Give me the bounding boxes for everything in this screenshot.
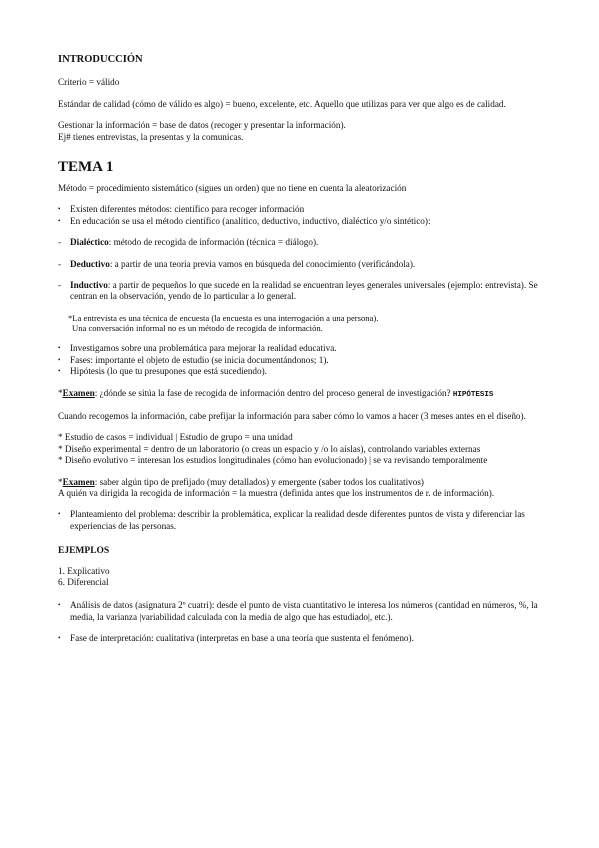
intro-heading: INTRODUCCIÓN <box>58 54 143 65</box>
examen2-text: : saber algún tipo de prefijado (muy detallados) y emergente (saber todos los cualitativos) <box>94 476 424 487</box>
dialectico-item <box>58 237 548 248</box>
list-item: • Existen diferentes métodos: científico para recoger información <box>58 204 548 215</box>
inductivo-term: Inductivo <box>70 280 108 291</box>
list-item: • Planteamiento del problema: describir la problemática, explicar la realidad desde diferentes puntos de vista y diferenciar las experiencias de las personas. <box>58 509 548 532</box>
ejemplo-text: Ej# tienes entrevistas, la presentas y la comunicas. <box>58 131 244 142</box>
document-page <box>58 54 548 655</box>
entrevista-note <box>68 313 548 333</box>
examen-prefix: * <box>58 387 63 398</box>
list-item: • Fase de interpretación: cualitativa (interpretas en base a una teoría que sustenta el fenómeno). <box>58 633 548 644</box>
planteamiento-list <box>58 509 548 532</box>
list-item: • Investigamos sobre una problemática para mejorar la realidad educativa. <box>58 343 548 354</box>
inductivo-item <box>58 280 548 303</box>
metodos-list <box>58 204 548 227</box>
estandar-text: Estándar de calidad (cómo de válido es algo) = bueno, excelente, etc. Aquello que utilizas para ver que algo es de calidad. <box>58 98 506 109</box>
deductivo-item <box>58 259 548 270</box>
examen2-line <box>58 477 548 488</box>
list-item: • Análisis de datos (asignatura 2º cuatri): desde el punto de vista cuantitativo le interesa los números (cantidad en números, %, la media, la varianza |variabilidad calculada con la media de algo que has estudiado|, etc.). <box>58 600 548 623</box>
estudios-block <box>58 432 548 466</box>
examen-text: : ¿dónde se sitúa la fase de recogida de información dentro del proceso general de investigación? <box>94 387 451 398</box>
metodo-text: Método = procedimiento sistemático (sigues un orden) que no tiene en cuenta la aleatorización <box>58 183 407 194</box>
examen-answer: HIPÓTESIS <box>452 390 494 399</box>
list-item: • Hipótesis (lo que tu presupones que está sucediendo). <box>58 366 548 377</box>
note-line: *La entrevista es una técnica de encuesta (la encuesta es una interrogación a una persona). <box>68 312 379 323</box>
deductivo-text: : a partir de una teoría previa vamos en búsqueda del conocimiento (verificándola). <box>109 258 416 269</box>
muestra-text: A quién va dirigida la recogida de información = la muestra (definida antes que los instrumentos de r. de información). <box>58 487 495 498</box>
examen2-prefix: * <box>58 476 63 487</box>
examen2-block <box>58 477 548 500</box>
estudio-line: * Diseño experimental = dentro de un laboratorio (o creas un espacio y /o lo aíslas), controlando variables externas <box>58 443 481 454</box>
list-item: • Fases: importante el objeto de estudio (se inicia documentándonos; 1). <box>58 355 548 366</box>
inductivo-text: : a partir de pequeños lo que sucede en la realidad se encuentran leyes generales universales (ejemplo: entrevista). Se centran en la observación, yendo de lo particular a lo general. <box>70 280 538 302</box>
list-item: • En educación se usa el método científico (analítico, deductivo, inductivo, dialéctico y/o sintético): <box>58 216 548 227</box>
dialectico-term: Dialéctico <box>70 237 109 248</box>
deductivo-term: Deductivo <box>70 258 110 269</box>
ejemplos-items <box>58 566 548 589</box>
estudio-line: * Estudio de casos = individual | Estudio de grupo = una unidad <box>58 432 293 443</box>
dialectico-text: : método de recogida de información (técnica = diálogo). <box>108 237 319 248</box>
criterio-text: Criterio = válido <box>58 77 120 88</box>
examen2-label: Examen <box>62 476 95 487</box>
gestionar-block <box>58 120 548 143</box>
ejemplos-list <box>58 600 548 644</box>
examen-label: Examen <box>62 387 95 398</box>
estudio-line: * Diseño evolutivo = interesan los estudios longitudinales (cómo han evolucionado) | se va revisando temporalmente <box>58 455 488 466</box>
gestionar-text: Gestionar la información = base de datos (recoger y presentar la información). <box>58 120 346 131</box>
investigacion-list <box>58 343 548 377</box>
recogemos-text: Cuando recogemos la información, cabe prefijar la información para saber cómo lo vamos a hacer (3 meses antes en el diseño). <box>58 410 526 421</box>
ejemplo-item: 6. Diferencial <box>58 576 109 587</box>
note-line: Una conversación informal no es un método de recogida de información. <box>72 323 323 334</box>
ejemplos-heading: EJEMPLOS <box>58 546 110 557</box>
examen-question <box>58 388 548 401</box>
ejemplo-item: 1. Explicativo <box>58 565 110 576</box>
tema-heading: TEMA 1 <box>58 159 114 176</box>
